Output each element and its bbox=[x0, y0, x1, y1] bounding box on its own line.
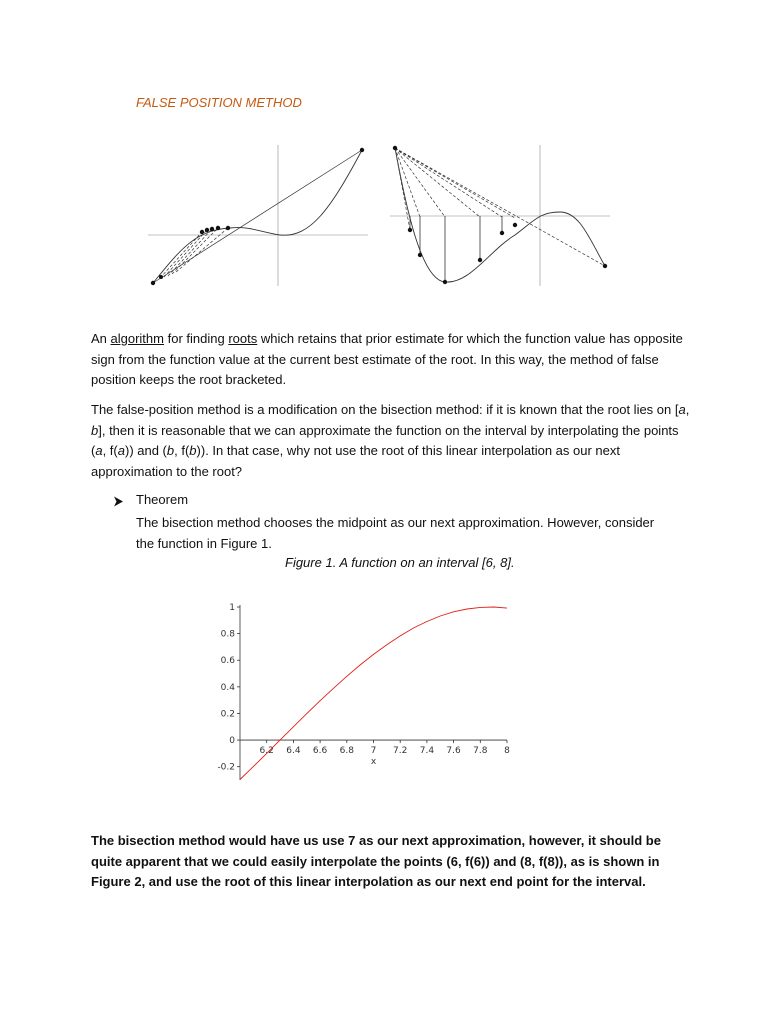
method-paragraph bbox=[91, 400, 691, 482]
x-axis-label: x bbox=[370, 757, 377, 768]
y-tick-label: -0.2 bbox=[217, 762, 235, 773]
para2-text-3: ], then it is reasonable that we can approximate the function on the interval by interpolating the points ( bbox=[91, 422, 679, 458]
para2-text-1: The false-position method is a modification on the bisection method: if it is known that the root lies on [ bbox=[91, 402, 679, 417]
y-tick-label: 1 bbox=[229, 603, 235, 613]
arrow-bullet-icon bbox=[113, 496, 124, 507]
figure-caption: Figure 1. A function on an interval [6, 8]. bbox=[285, 555, 515, 570]
intro-paragraph bbox=[91, 329, 691, 391]
var-a: a bbox=[95, 443, 103, 458]
x-tick-label: 6.2 bbox=[259, 746, 274, 757]
x-tick-label: 7.6 bbox=[446, 746, 461, 757]
y-tick-label: 0.6 bbox=[220, 656, 235, 667]
para2-text-6: , f( bbox=[174, 443, 190, 458]
x-tick-label: 6.8 bbox=[339, 746, 354, 757]
x-tick-label: 7.4 bbox=[419, 746, 435, 757]
var-a: a bbox=[678, 402, 686, 417]
x-tick-label: 7.2 bbox=[393, 746, 408, 757]
var-b: b bbox=[91, 422, 99, 438]
right-diagram bbox=[390, 145, 610, 286]
y-tick-label: 0.4 bbox=[220, 682, 235, 693]
roots-link[interactable]: roots bbox=[228, 331, 258, 346]
x-tick-label: 7.8 bbox=[473, 746, 488, 757]
x-tick-label: 6.4 bbox=[286, 746, 301, 757]
para2-text-2: , bbox=[685, 402, 690, 417]
section-title: FALSE POSITION METHOD bbox=[136, 95, 302, 110]
var-b: b bbox=[166, 443, 175, 458]
y-tick-label: 0 bbox=[229, 736, 235, 747]
para1-text-3: which retains that prior estimate for which the function value has opposite sign from the function value at the current best estimate of the root. In this way, the method of false position keeps the root bracketed. bbox=[91, 331, 683, 387]
algorithm-link[interactable]: algorithm bbox=[110, 331, 164, 346]
x-tick-label: 6.6 bbox=[312, 746, 328, 757]
para2-text-7: )). In that case, why not use the root of this linear interpolation as our next approximation to the root? bbox=[91, 443, 620, 479]
theorem-label: Theorem bbox=[136, 492, 189, 507]
false-position-illustration bbox=[140, 140, 620, 295]
y-tick-label: 0.8 bbox=[220, 629, 235, 640]
x-tick-label: 8 bbox=[504, 746, 510, 757]
left-diagram bbox=[148, 145, 368, 286]
para1-text-1: An bbox=[91, 331, 111, 346]
conclusion-paragraph: The bisection method would have us use 7 as our next approximation, however, it should be quite apparent that we could easily interpolate the points (6, f(6)) and (8, f(8)), as is shown in Figure 2, and use the root of this linear interpolation as our next end point for the interval. bbox=[91, 833, 661, 889]
var-a: a bbox=[117, 443, 125, 458]
function-chart bbox=[215, 595, 525, 785]
para1-text-2: for finding bbox=[163, 331, 229, 346]
x-tick-label: 7 bbox=[370, 746, 377, 757]
para2-text-5: )) and ( bbox=[124, 443, 167, 458]
var-b: b bbox=[189, 443, 197, 458]
theorem-text: The bisection method chooses the midpoint as our next approximation. However, consider the function in Figure 1. bbox=[136, 515, 655, 551]
y-tick-label: 0.2 bbox=[220, 709, 235, 720]
para2-text-4: , f( bbox=[102, 443, 118, 458]
